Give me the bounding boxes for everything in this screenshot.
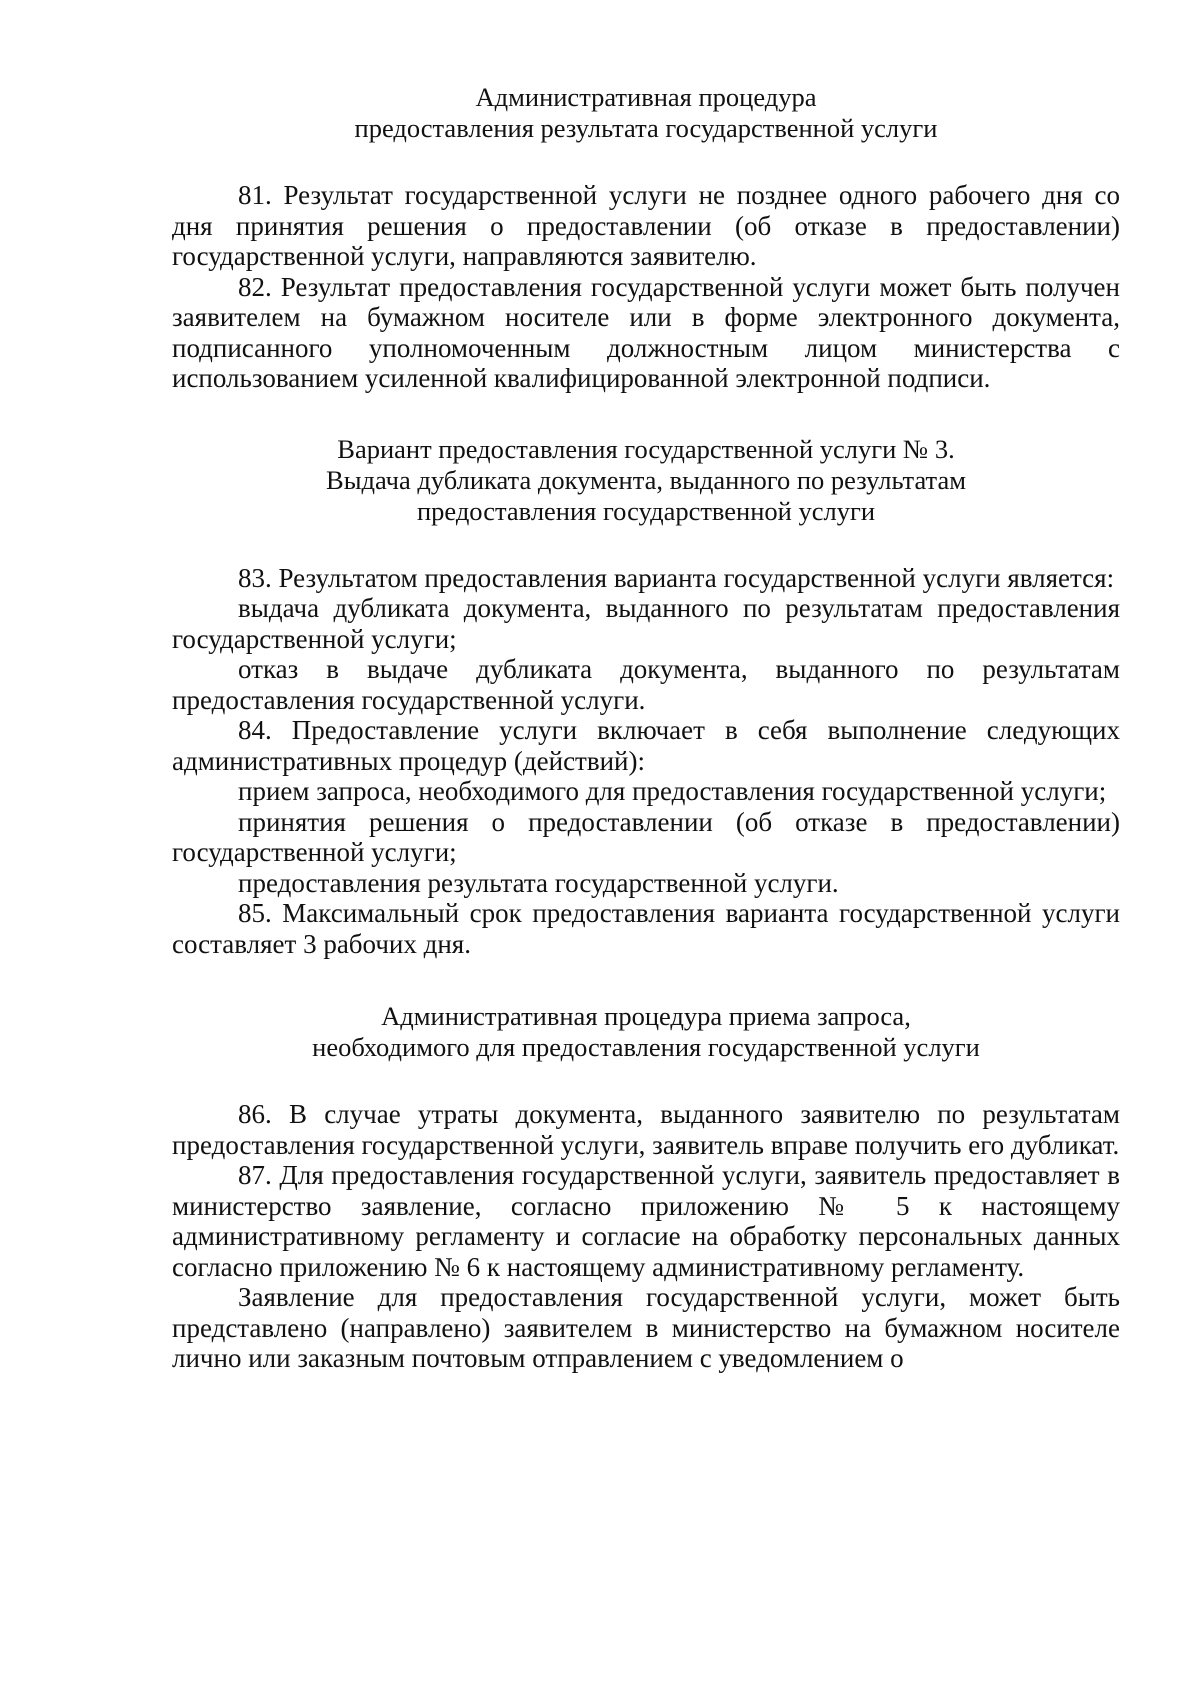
paragraph-84: 84. Предоставление услуги включает в себя выполнение следующих административных процедур (действий):: [172, 715, 1120, 776]
heading-line: предоставления результата государственной услуги: [354, 113, 938, 143]
section-heading-variant-3: [172, 434, 1120, 527]
section-heading-result: [172, 82, 1120, 144]
paragraph-86: 86. В случае утраты документа, выданного заявителю по результатам предоставления государственной услуги, заявитель вправе получить его дубликат.: [172, 1099, 1120, 1160]
paragraph-application: Заявление для предоставления государственной услуги, может быть представлено (направлено) заявителем в министерство на бумажном носителе лично или заказным почтовым отправлением с уведомлением о: [172, 1282, 1120, 1373]
paragraph-83: 83. Результатом предоставления варианта государственной услуги является:: [238, 562, 1115, 593]
heading-line: Выдача дубликата документа, выданного по результатам: [326, 464, 966, 495]
paragraph-87: 87. Для предоставления государственной услуги, заявитель предоставляет в министерство заявление, согласно приложению № 5 к настоящему административному регламенту и согласие на обработку персональных данных согласно приложению № 6 к настоящему административному регламенту.: [172, 1160, 1120, 1282]
list-item: отказ в выдаче дубликата документа, выданного по результатам предоставления государственной услуги.: [172, 654, 1120, 715]
heading-line: Вариант предоставления государственной услуги № 3.: [337, 433, 955, 464]
heading-line: необходимого для предоставления государственной услуги: [312, 1032, 980, 1062]
list-item: принятия решения о предоставлении (об отказе в предоставлении) государственной услуги;: [172, 806, 1120, 867]
list-item: выдача дубликата документа, выданного по результатам предоставления государственной услуги;: [172, 593, 1120, 654]
section-heading-request: [172, 1001, 1120, 1063]
paragraph-81: 81. Результат государственной услуги не позднее одного рабочего дня со дня принятия решения о предоставлении (об отказе в предоставлении) государственной услуги, направляются заявителю.: [172, 180, 1120, 271]
paragraph-82: 82. Результат предоставления государственной услуги может быть получен заявителем на бумажном носителе или в форме электронного документа, подписанного уполномоченным должностным лицом министерства с использованием усиленной квалифицированной электронной подписи.: [172, 271, 1120, 393]
heading-line: предоставления государственной услуги: [416, 495, 876, 526]
heading-line: Административная процедура: [475, 82, 817, 112]
list-item: предоставления результата государственной услуги.: [238, 867, 839, 898]
heading-line: Административная процедура приема запроса,: [381, 1001, 911, 1031]
list-item: прием запроса, необходимого для предоставления государственной услуги;: [238, 776, 1107, 806]
paragraph-85: 85. Максимальный срок предоставления варианта государственной услуги составляет 3 рабочих дня.: [172, 898, 1120, 959]
